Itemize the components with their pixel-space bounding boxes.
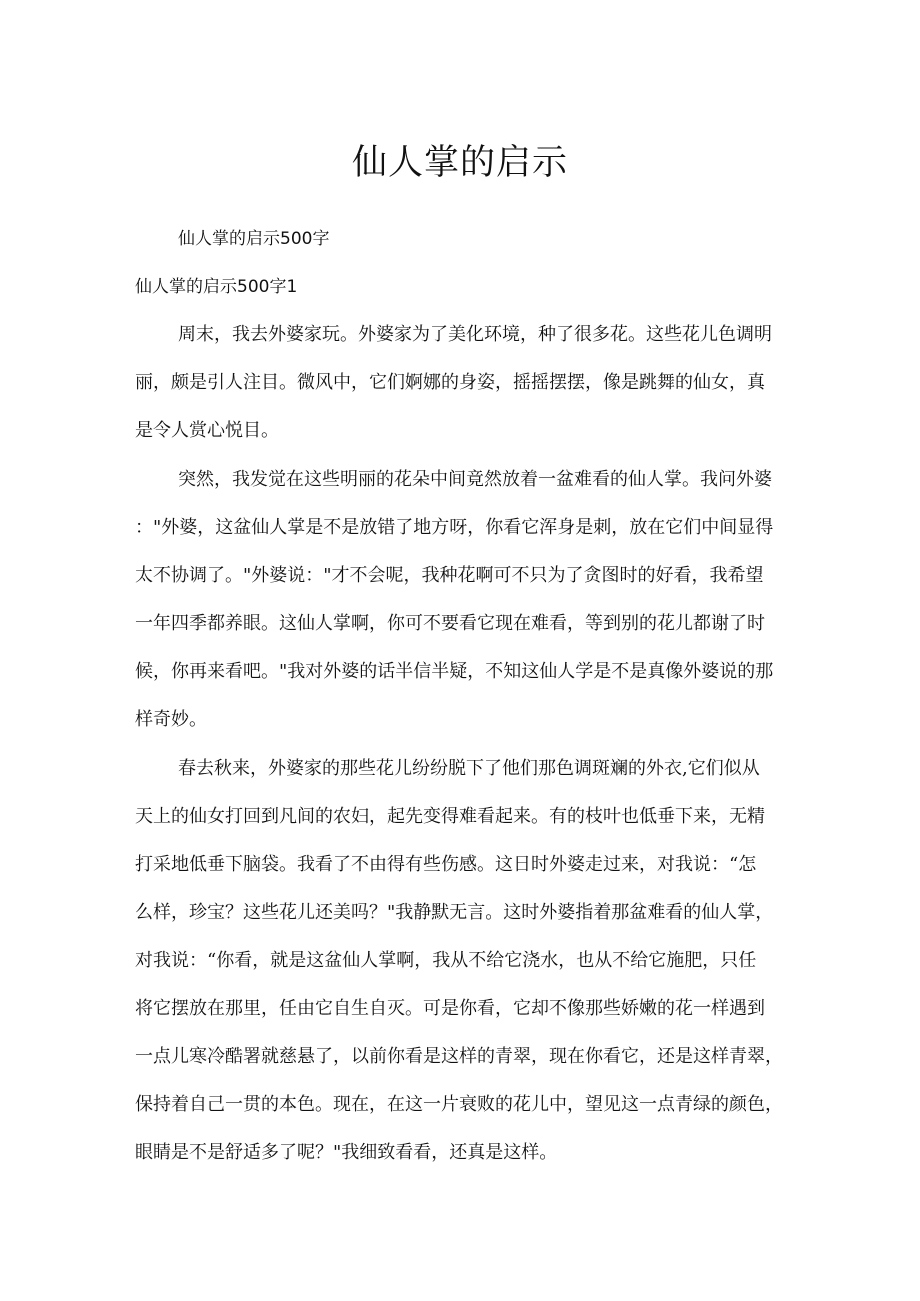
paragraph-line: 将它摆放在那里，任由它自生自灭。可是你看，它却不像那些娇嫩的花一样遇到 [135,998,765,1019]
paragraph-line: 天上的仙女打回到凡间的农妇，起先变得难看起来。有的枝叶也低垂下来，无精 [135,806,765,827]
paragraph-line: 太不协调了。"外婆说："才不会呢，我种花啊可不只为了贪图时的好看，我希望 [135,565,764,586]
paragraph-line: 突然，我发觉在这些明丽的花朵中间竟然放着一盆难看的仙人掌。我问外婆 [178,469,772,490]
paragraph-line: 么样，珍宝？这些花儿还美吗？"我静默无言。这时外婆指着那盆难看的仙人掌， [135,902,774,923]
paragraph-line: 样奇妙。 [135,709,207,730]
paragraph-line: 眼睛是不是舒适多了呢？"我细致看看，还真是这样。 [135,1142,558,1163]
paragraph-line: 保持着自己一贯的本色。现在，在这一片衰败的花儿中，望见这一点青绿的颜色， [135,1094,783,1115]
paragraph-2 [135,456,787,744]
paragraph-line: 春去秋来，外婆家的那些花儿纷纷脱下了他们那色调斑斓的外衣,它们似从 [178,758,760,779]
paragraph-1 [135,311,787,455]
paragraph-line: 一点儿寒冷酷署就慈悬了，以前你看是这样的青翠，现在你看它，还是这样青翠， [135,1046,783,1067]
paragraph-line: 候，你再来看吧。"我对外婆的话半信半疑，不知这仙人学是不是真像外婆说的那 [135,661,774,682]
paragraph-line: 打采地低垂下脑袋。我看了不由得有些伤感。这日时外婆走过来，对我说：“怎 [135,854,757,875]
subtitle-line-2: 仙人掌的启示500字1 [135,277,298,297]
paragraph-line: 对我说：“你看，就是这盆仙人掌啊，我从不给它浇水，也从不给它施肥，只任 [135,950,757,971]
subtitle-line-1: 仙人掌的启示500字 [178,229,330,249]
paragraph-3 [135,745,787,1177]
paragraph-line: 丽，颇是引人注目。微风中，它们婀娜的身姿，摇摇摆摆，像是跳舞的仙女，真 [135,372,765,393]
paragraph-line: ："外婆，这盆仙人掌是不是放错了地方呀，你看它浑身是刺，放在它们中间显得 [135,517,774,538]
paragraph-line: 是令人赏心悦目。 [135,420,279,441]
paragraph-line: 周末，我去外婆家玩。外婆家为了美化环境，种了很多花。这些花儿色调明 [178,324,772,345]
paragraph-line: 一年四季都养眼。这仙人掌啊，你可不要看它现在难看，等到别的花儿都谢了时 [135,613,765,634]
document-title: 仙人掌的启示 [351,143,568,183]
